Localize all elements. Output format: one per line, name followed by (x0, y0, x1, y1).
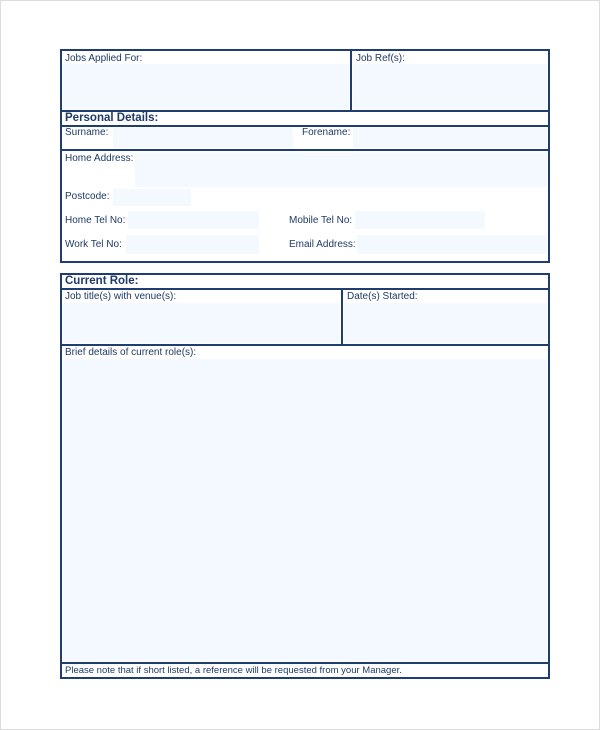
home-tel-field[interactable] (128, 211, 259, 229)
mobile-tel-label: Mobile Tel No: (289, 215, 353, 226)
divider (350, 51, 352, 111)
forename-label: Forename: (302, 127, 351, 138)
mobile-tel-field[interactable] (355, 211, 485, 229)
home-address-label: Home Address: (65, 153, 134, 164)
divider (62, 288, 548, 290)
job-refs-field[interactable] (353, 64, 547, 109)
work-tel-label: Work Tel No: (65, 239, 122, 250)
home-tel-label: Home Tel No: (65, 215, 126, 226)
divider (62, 662, 548, 664)
job-titles-field[interactable] (63, 303, 340, 343)
postcode-label: Postcode: (65, 191, 110, 202)
email-field[interactable] (357, 235, 547, 254)
divider (341, 290, 343, 344)
surname-field[interactable] (113, 128, 293, 148)
jobs-applied-for-label: Jobs Applied For: (65, 53, 143, 64)
job-refs-label: Job Ref(s): (356, 53, 405, 64)
surname-label: Surname: (65, 127, 109, 138)
brief-details-label: Brief details of current role(s): (65, 347, 197, 358)
work-tel-field[interactable] (126, 235, 259, 254)
dates-started-label: Date(s) Started: (347, 291, 418, 302)
email-label: Email Address: (289, 239, 356, 250)
personal-details-heading: Personal Details: (65, 112, 159, 124)
reference-note: Please note that if short listed, a reference will be requested from your Manager. (65, 665, 402, 676)
home-address-field[interactable] (135, 153, 547, 187)
divider (62, 344, 548, 346)
postcode-field[interactable] (113, 189, 191, 206)
divider (62, 149, 548, 151)
job-titles-label: Job title(s) with venue(s): (65, 291, 177, 302)
jobs-applied-for-field[interactable] (63, 64, 349, 109)
current-role-heading: Current Role: (65, 275, 139, 287)
forename-field[interactable] (353, 128, 547, 148)
dates-started-field[interactable] (344, 303, 547, 343)
brief-details-field[interactable] (63, 359, 547, 661)
